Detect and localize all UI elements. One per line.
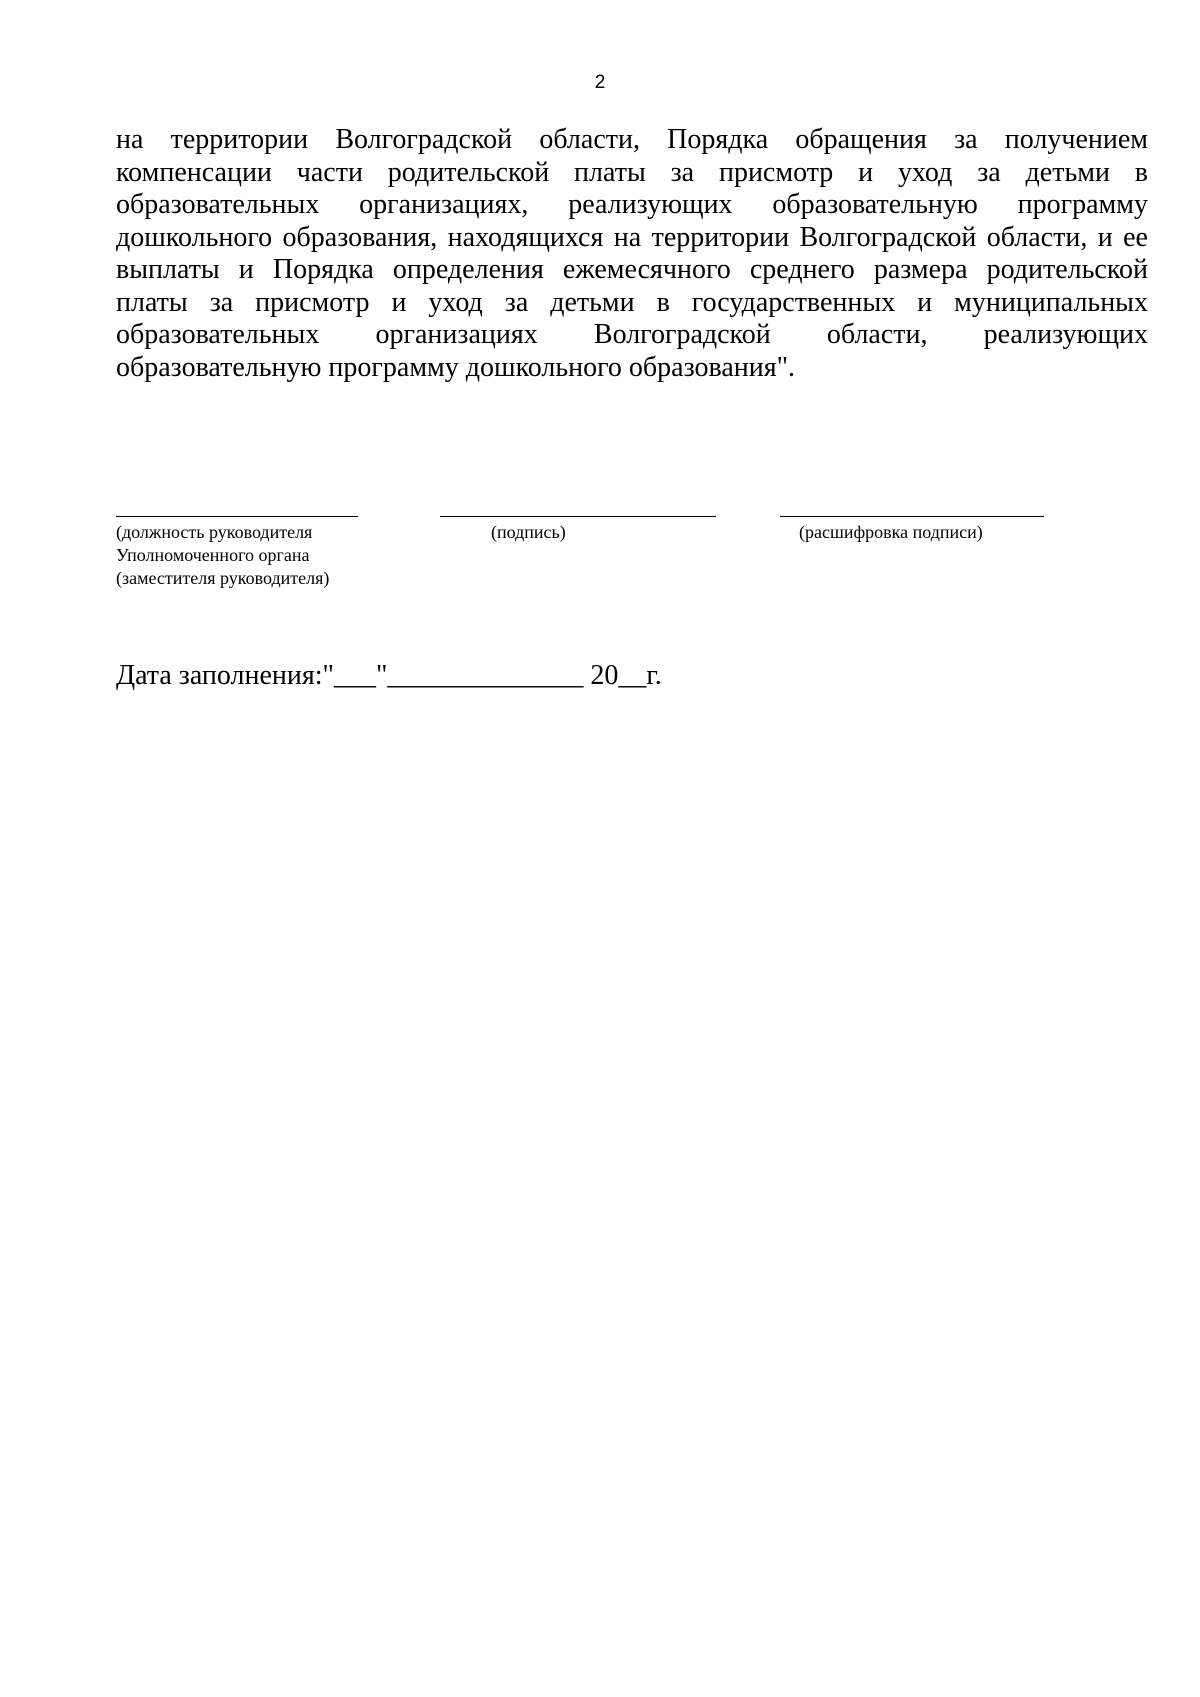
signature-decoding-line (780, 516, 1044, 517)
paragraph-line: дошкольного образования, находящихся на территории Волгоградской области, и ее (116, 221, 1148, 253)
position-signature-line (116, 516, 358, 517)
paragraph-line: платы за присмотр и уход за детьми в государственных и муниципальных (116, 286, 1148, 318)
position-caption-line: (должность руководителя (116, 522, 313, 542)
paragraph-line: выплаты и Порядка определения ежемесячного среднего размера родительской (116, 254, 1148, 285)
signature-caption: (подпись) (491, 522, 566, 542)
body-paragraph (116, 124, 1148, 384)
paragraph-line: компенсации части родительской платы за присмотр и уход за детьми в (116, 156, 1148, 188)
signature-line (440, 516, 716, 517)
paragraph-line: на территории Волгоградской области, Порядка обращения за получением (116, 124, 1148, 155)
paragraph-line: образовательную программу дошкольного образования". (116, 351, 796, 383)
paragraph-line: образовательных организациях, реализующих образовательную программу (116, 189, 1148, 220)
paragraph-line: образовательных организациях Волгоградской области, реализующих (116, 319, 1148, 350)
position-caption (116, 521, 329, 590)
position-caption-line: (заместителя руководителя) (116, 568, 330, 588)
fill-date-line: Дата заполнения:"___"______________ 20__г. (116, 660, 662, 691)
page-number: 2 (594, 72, 606, 93)
signature-decoding-caption: (расшифровка подписи) (799, 522, 983, 542)
position-caption-line: Уполномоченного органа (116, 545, 310, 565)
